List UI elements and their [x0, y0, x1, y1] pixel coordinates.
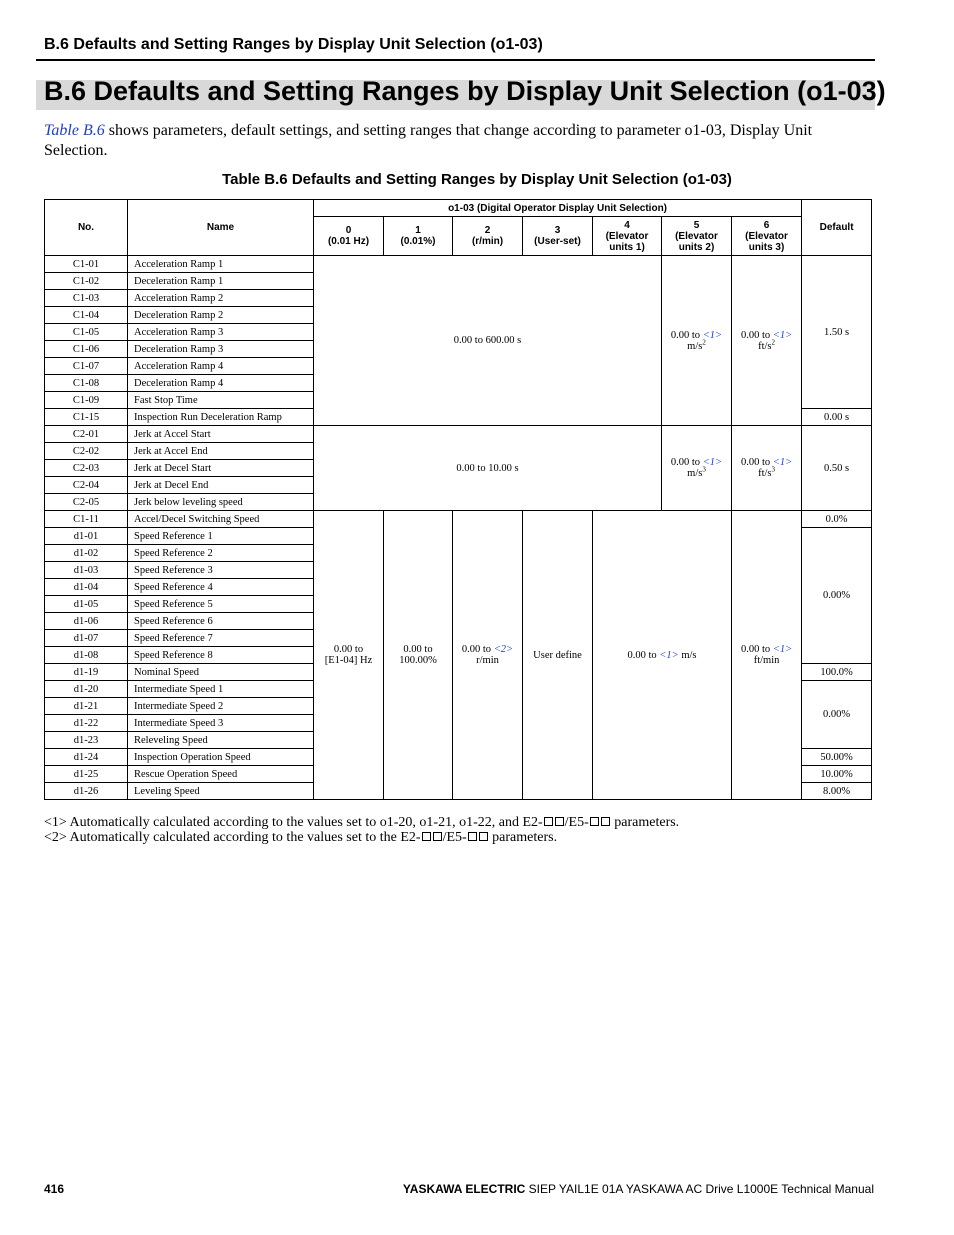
param-no: d1-06: [45, 613, 128, 630]
default-cell: 10.00%: [802, 766, 872, 783]
param-no: d1-02: [45, 545, 128, 562]
param-no: C2-05: [45, 494, 128, 511]
param-name: Jerk below leveling speed: [128, 494, 314, 511]
param-no: d1-26: [45, 783, 128, 800]
jerk-range-cell: 0.00 to 10.00 s: [314, 426, 662, 511]
param-name: Deceleration Ramp 2: [128, 307, 314, 324]
header-unit-1: 1 (0.01%): [384, 217, 453, 256]
header-unit-2: 2 (r/min): [453, 217, 523, 256]
footnote-1: <1> Automatically calculated according to the values set to o1-20, o1-21, o1-22, and E2- /E5- parameters.: [44, 815, 680, 830]
ramp-default-cell: 1.50 s: [802, 256, 872, 409]
param-no: C1-09: [45, 392, 128, 409]
param-name: Speed Reference 7: [128, 630, 314, 647]
default-cell: 50.00%: [802, 749, 872, 766]
default-cell: 0.00 s: [802, 409, 872, 426]
running-header: B.6 Defaults and Setting Ranges by Display Unit Selection (o1-03): [44, 36, 543, 53]
param-name: Leveling Speed: [128, 783, 314, 800]
footnote-1-link[interactable]: <1>: [702, 457, 723, 468]
param-name: Accel/Decel Switching Speed: [128, 511, 314, 528]
param-no: C1-04: [45, 307, 128, 324]
table-reference-link[interactable]: Table B.6: [44, 122, 105, 139]
intro-text: shows parameters, default settings, and setting ranges that change according to parameter o1-03, Display Unit Selection.: [44, 122, 813, 159]
param-name: Speed Reference 2: [128, 545, 314, 562]
param-name: Deceleration Ramp 1: [128, 273, 314, 290]
jerk-elev3-cell: 0.00 to <1> $ft/s^3$: [732, 426, 802, 511]
param-name: Speed Reference 5: [128, 596, 314, 613]
header-default: Default: [802, 200, 872, 256]
speed-unit1-cell: 0.00 to 100.00%: [384, 511, 453, 800]
param-no: d1-19: [45, 664, 128, 681]
header-unit-4: 4 (Elevator units 1): [593, 217, 662, 256]
placeholder-box-icon: [433, 832, 442, 841]
header-name: Name: [128, 200, 314, 256]
param-name: Acceleration Ramp 1: [128, 256, 314, 273]
intermediate-default-cell: 0.00%: [802, 681, 872, 749]
table-row: [45, 256, 872, 273]
footnote-2-link[interactable]: <2>: [493, 644, 514, 655]
param-no: C1-08: [45, 375, 128, 392]
jerk-elev2-cell: 0.00 to <1> $m/s^3$: [662, 426, 732, 511]
header-unit-5: 5 (Elevator units 2): [662, 217, 732, 256]
param-name: Jerk at Decel End: [128, 477, 314, 494]
page-number: 416: [44, 1182, 65, 1196]
placeholder-box-icon: [422, 832, 431, 841]
footnote-1-link[interactable]: <1>: [772, 644, 793, 655]
footnote-2: <2> Automatically calculated according to the values set to the E2- /E5- parameters.: [44, 830, 558, 845]
param-no: d1-01: [45, 528, 128, 545]
param-name: Speed Reference 3: [128, 562, 314, 579]
param-no: d1-22: [45, 715, 128, 732]
param-name: Speed Reference 4: [128, 579, 314, 596]
param-name: Jerk at Decel Start: [128, 460, 314, 477]
param-no: d1-23: [45, 732, 128, 749]
speed-unit0-cell: 0.00 to [E1-04] Hz: [314, 511, 384, 800]
footer-doc-info: [403, 1182, 874, 1196]
param-no: d1-04: [45, 579, 128, 596]
header-no: No.: [45, 200, 128, 256]
param-no: C2-04: [45, 477, 128, 494]
placeholder-box-icon: [544, 817, 553, 826]
param-no: C2-02: [45, 443, 128, 460]
param-no: d1-07: [45, 630, 128, 647]
param-name: Inspection Run Deceleration Ramp: [128, 409, 314, 426]
param-no: d1-25: [45, 766, 128, 783]
param-name: Nominal Speed: [128, 664, 314, 681]
param-no: d1-05: [45, 596, 128, 613]
intro-paragraph: [44, 121, 879, 161]
param-no: d1-24: [45, 749, 128, 766]
param-no: C1-07: [45, 358, 128, 375]
footnote-1-link[interactable]: <1>: [659, 649, 679, 661]
header-unit-3: 3 (User-set): [523, 217, 593, 256]
default-cell: 100.0%: [802, 664, 872, 681]
param-no: C1-05: [45, 324, 128, 341]
param-no: C1-01: [45, 256, 128, 273]
param-no: C2-03: [45, 460, 128, 477]
section-title: B.6 Defaults and Setting Ranges by Display Unit Selection (o1-03): [44, 76, 886, 106]
param-name: Deceleration Ramp 4: [128, 375, 314, 392]
footer-brand: YASKAWA ELECTRIC: [402, 1182, 526, 1196]
header-o1-03-group: o1-03 (Digital Operator Display Unit Selection): [314, 200, 802, 217]
jerk-default-cell: 0.50 s: [802, 426, 872, 511]
default-cell: 8.00%: [802, 783, 872, 800]
param-name: Intermediate Speed 2: [128, 698, 314, 715]
default-cell: 0.0%: [802, 511, 872, 528]
settings-table: [44, 199, 872, 800]
param-no: C1-15: [45, 409, 128, 426]
param-no: C1-06: [45, 341, 128, 358]
placeholder-box-icon: [601, 817, 610, 826]
param-no: C1-11: [45, 511, 128, 528]
param-no: d1-21: [45, 698, 128, 715]
placeholder-box-icon: [468, 832, 477, 841]
param-name: Acceleration Ramp 4: [128, 358, 314, 375]
param-name: Inspection Operation Speed: [128, 749, 314, 766]
header-unit-0: 0 (0.01 Hz): [314, 217, 384, 256]
speed-unit2-cell: 0.00 to <2> r/min: [453, 511, 523, 800]
param-no: d1-03: [45, 562, 128, 579]
param-name: Deceleration Ramp 3: [128, 341, 314, 358]
table-row: [45, 511, 872, 528]
placeholder-box-icon: [479, 832, 488, 841]
param-name: Acceleration Ramp 2: [128, 290, 314, 307]
speed-elev3-cell: 0.00 to <1> ft/min: [732, 511, 802, 800]
param-no: C2-01: [45, 426, 128, 443]
header-unit-6: 6 (Elevator units 3): [732, 217, 802, 256]
table-row: [45, 426, 872, 443]
param-name: Speed Reference 8: [128, 647, 314, 664]
footnotes: [44, 815, 679, 845]
speed-unit3-cell: User define: [523, 511, 593, 800]
param-name: Jerk at Accel End: [128, 443, 314, 460]
param-no: C1-02: [45, 273, 128, 290]
ramp-elev2-cell: 0.00 to <1> $m/s^2$: [662, 256, 732, 426]
speedref-default-cell: 0.00%: [802, 528, 872, 664]
footnote-1-link[interactable]: <1>: [772, 329, 793, 341]
param-name: Jerk at Accel Start: [128, 426, 314, 443]
param-no: d1-20: [45, 681, 128, 698]
placeholder-box-icon: [555, 817, 564, 826]
param-name: Fast Stop Time: [128, 392, 314, 409]
table-caption: Table B.6 Defaults and Setting Ranges by Display Unit Selection (o1-03): [222, 171, 732, 188]
speed-elev12-cell: 0.00 to <1> m/s: [593, 511, 732, 800]
header-rule: [36, 59, 875, 61]
param-name: Releveling Speed: [128, 732, 314, 749]
param-no: d1-08: [45, 647, 128, 664]
param-no: C1-03: [45, 290, 128, 307]
param-name: Intermediate Speed 3: [128, 715, 314, 732]
param-name: Speed Reference 1: [128, 528, 314, 545]
param-name: Rescue Operation Speed: [128, 766, 314, 783]
param-name: Speed Reference 6: [128, 613, 314, 630]
placeholder-box-icon: [590, 817, 599, 826]
footnote-1-link[interactable]: <1>: [772, 457, 793, 468]
footnote-1-link[interactable]: <1>: [702, 329, 723, 341]
ramp-elev3-cell: 0.00 to <1> $ft/s^2$: [732, 256, 802, 426]
footer-doc-title: SIEP YAIL1E 01A YASKAWA AC Drive L1000E Technical Manual: [525, 1182, 874, 1196]
param-name: Acceleration Ramp 3: [128, 324, 314, 341]
param-name: Intermediate Speed 1: [128, 681, 314, 698]
ramp-range-cell: 0.00 to 600.00 s: [314, 256, 662, 426]
